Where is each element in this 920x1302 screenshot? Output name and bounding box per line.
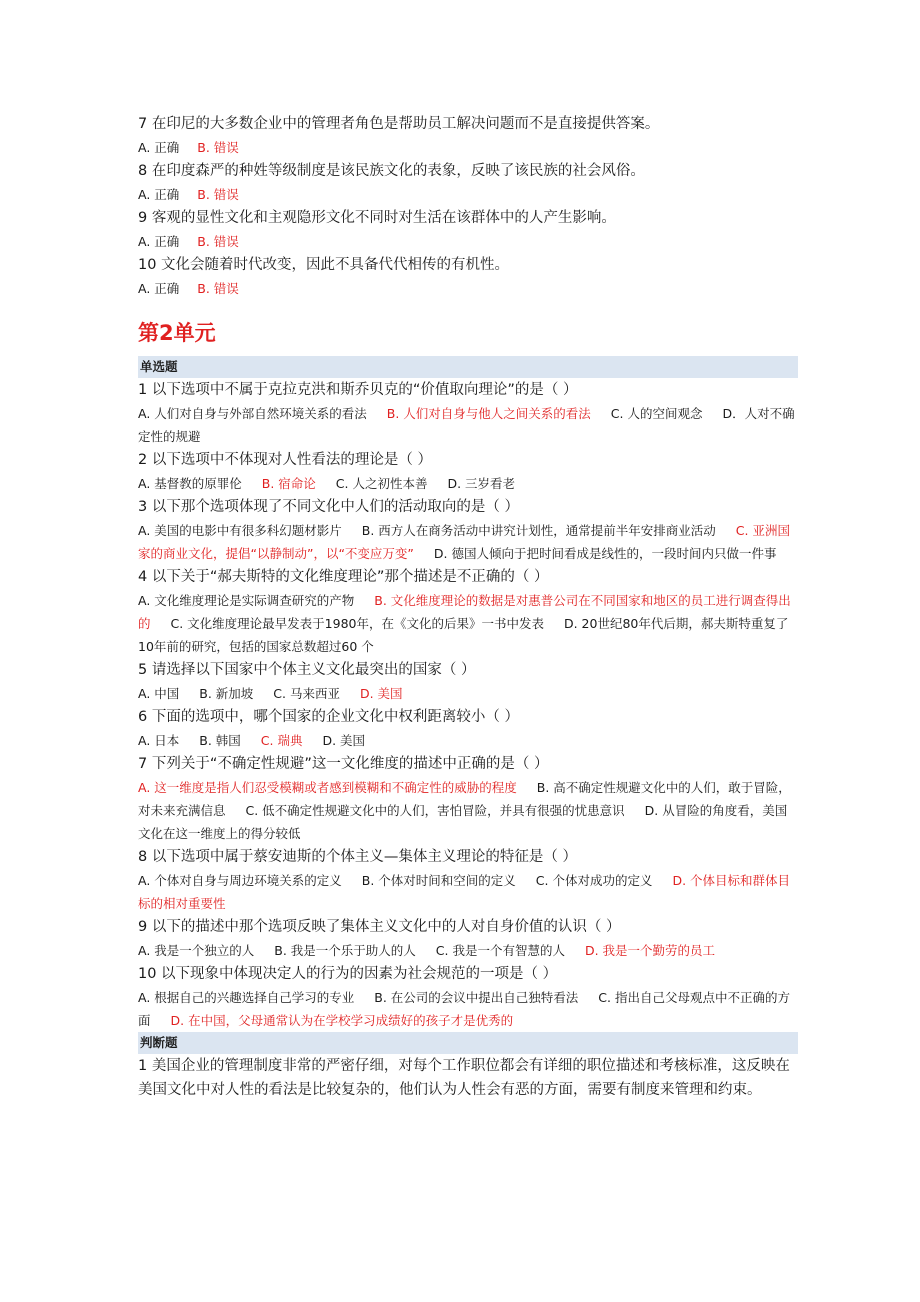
answer-options <box>138 682 798 705</box>
option-d: D. 个体目标和群体目标的相对重要性 <box>138 873 791 911</box>
question-text: 3 以下那个选项体现了不同文化中人们的活动取向的是（ ） <box>138 499 519 515</box>
option-b: B. 西方人在商务活动中讲究计划性，通常提前半年安排商业活动 <box>361 523 716 538</box>
option-c: C. 文化维度理论最早发表于1980年，在《文化的后果》一书中发表 <box>170 616 544 631</box>
unit-title: 第2单元 <box>138 321 216 345</box>
question-text: 1 以下选项中不属于克拉克洪和斯乔贝克的“价值取向理论”的是（ ） <box>138 382 578 398</box>
option-b: B. 错误 <box>197 234 239 249</box>
question-text: 5 请选择以下国家中个体主义文化最突出的国家（ ） <box>138 662 476 678</box>
option-a: A. 正确 <box>138 187 180 202</box>
option-c: C. 个体对成功的定义 <box>535 873 653 888</box>
question-text: 9 以下的描述中那个选项反映了集体主义文化中的人对自身价值的认识（ ） <box>138 919 621 935</box>
section-header-single-choice: 单选题 <box>138 356 798 378</box>
option-b: B. 宿命论 <box>261 476 316 491</box>
option-c: C. 人的空间观念 <box>610 406 703 421</box>
question-text: 8 以下选项中属于蔡安迪斯的个体主义—集体主义理论的特征是（ ） <box>138 849 577 865</box>
question-text: 8 在印度森严的种姓等级制度是该民族文化的表象，反映了该民族的社会风俗。 <box>138 163 645 179</box>
option-a: A. 美国的电影中有很多科幻题材影片 <box>138 523 342 538</box>
answer-options <box>138 472 798 495</box>
option-c: C. 指出自己父母观点中不正确的方面 <box>138 990 790 1028</box>
option-b: B. 错误 <box>197 140 239 155</box>
option-d: D. 我是一个勤劳的员工 <box>584 943 716 958</box>
option-d: D. 德国人倾向于把时间看成是线性的，一段时间内只做一件事 <box>433 546 777 561</box>
answer-options <box>138 939 798 962</box>
option-d: D．人对不确定性的规避 <box>138 406 795 444</box>
question-text: 7 下列关于“不确定性规避”这一文化维度的描述中正确的是（ ） <box>138 756 549 772</box>
section-header-true-false: 判断题 <box>138 1032 798 1054</box>
answer-options <box>138 402 798 448</box>
option-d: D. 从冒险的角度看，美国文化在这一维度上的得分较低 <box>138 803 788 841</box>
question-text: 10 文化会随着时代改变，因此不具备代代相传的有机性。 <box>138 257 510 273</box>
question-text: 1 美国企业的管理制度非常的严密仔细，对每个工作职位都会有详细的职位描述和考核标准，这反映在美国文化中对人性的看法是比较复杂的，他们认为人性会有恶的方面，需要有制度来管理和约束。 <box>138 1058 790 1098</box>
unit1-tf-list <box>138 112 798 300</box>
option-d: D. 美国 <box>322 733 366 748</box>
answer-options <box>138 869 798 915</box>
option-b: B. 个体对时间和空间的定义 <box>361 873 516 888</box>
question-text: 4 以下关于“郝夫斯特的文化维度理论”那个描述是不正确的（ ） <box>138 569 549 585</box>
option-b: B. 高不确定性规避文化中的人们，敢于冒险，对未来充满信息 <box>138 780 791 818</box>
question-text: 7 在印尼的大多数企业中的管理者角色是帮助员工解决问题而不是直接提供答案。 <box>138 116 660 132</box>
option-b: B. 错误 <box>197 187 239 202</box>
option-c: C. 马来西亚 <box>273 686 340 701</box>
option-d: D. 三岁看老 <box>447 476 516 491</box>
option-a: A. 正确 <box>138 281 180 296</box>
option-d: D. 20世纪80年代后期，郝夫斯特重复了10年前的研究，包括的国家总数超过60 个 <box>138 616 789 654</box>
question-text: 10 以下现象中体现决定人的行为的因素为社会规范的一项是（ ） <box>138 966 558 982</box>
option-b: B. 文化维度理论的数据是对惠普公司在不同国家和地区的员工进行调查得出的 <box>138 593 791 631</box>
option-a: A. 正确 <box>138 234 180 249</box>
option-a: A. 根据自己的兴趣选择自己学习的专业 <box>138 990 355 1005</box>
option-a: A. 个体对自身与周边环境关系的定义 <box>138 873 342 888</box>
option-c: C. 亚洲国家的商业文化，提倡“以静制动”，以“不变应万变” <box>138 523 790 561</box>
option-b: B. 新加坡 <box>199 686 254 701</box>
option-c: C. 我是一个有智慧的人 <box>435 943 565 958</box>
answer-options <box>138 519 798 565</box>
answer-options <box>138 230 798 253</box>
option-a: A. 我是一个独立的人 <box>138 943 255 958</box>
answer-options <box>138 776 798 845</box>
option-a: A. 基督教的原罪伦 <box>138 476 242 491</box>
question-list <box>138 378 798 1032</box>
option-a: A. 文化维度理论是实际调查研究的产物 <box>138 593 355 608</box>
option-b: B. 错误 <box>197 281 239 296</box>
option-a: A. 日本 <box>138 733 180 748</box>
answer-options <box>138 183 798 206</box>
option-a: A. 这一维度是指人们忍受模糊或者感到模糊和不确定性的威胁的程度 <box>138 780 517 795</box>
option-c: C. 人之初性本善 <box>335 476 428 491</box>
option-b: B. 我是一个乐于助人的人 <box>274 943 416 958</box>
option-a: A. 中国 <box>138 686 180 701</box>
answer-options <box>138 277 798 300</box>
option-a: A. 正确 <box>138 140 180 155</box>
option-c: C. 瑞典 <box>260 733 303 748</box>
option-b: B. 在公司的会议中提出自己独特看法 <box>374 990 579 1005</box>
question-text: 2 以下选项中不体现对人性看法的理论是（ ） <box>138 452 432 468</box>
option-b: B. 人们对自身与他人之间关系的看法 <box>386 406 591 421</box>
option-d: D. 美国 <box>359 686 403 701</box>
question-text: 6 下面的选项中，哪个国家的企业文化中权利距离较小（ ） <box>138 709 519 725</box>
option-a: A. 人们对自身与外部自然环境关系的看法 <box>138 406 367 421</box>
answer-options <box>138 986 798 1032</box>
document-page <box>138 112 798 1102</box>
answer-options <box>138 136 798 159</box>
option-b: B. 韩国 <box>199 733 241 748</box>
option-d: D. 在中国，父母通常认为在学校学习成绩好的孩子才是优秀的 <box>170 1013 514 1028</box>
answer-options <box>138 589 798 658</box>
option-c: C. 低不确定性规避文化中的人们，害怕冒险，并具有很强的忧患意识 <box>245 803 625 818</box>
question-text: 9 客观的显性文化和主观隐形文化不同时对生活在该群体中的人产生影响。 <box>138 210 616 226</box>
answer-options <box>138 729 798 752</box>
